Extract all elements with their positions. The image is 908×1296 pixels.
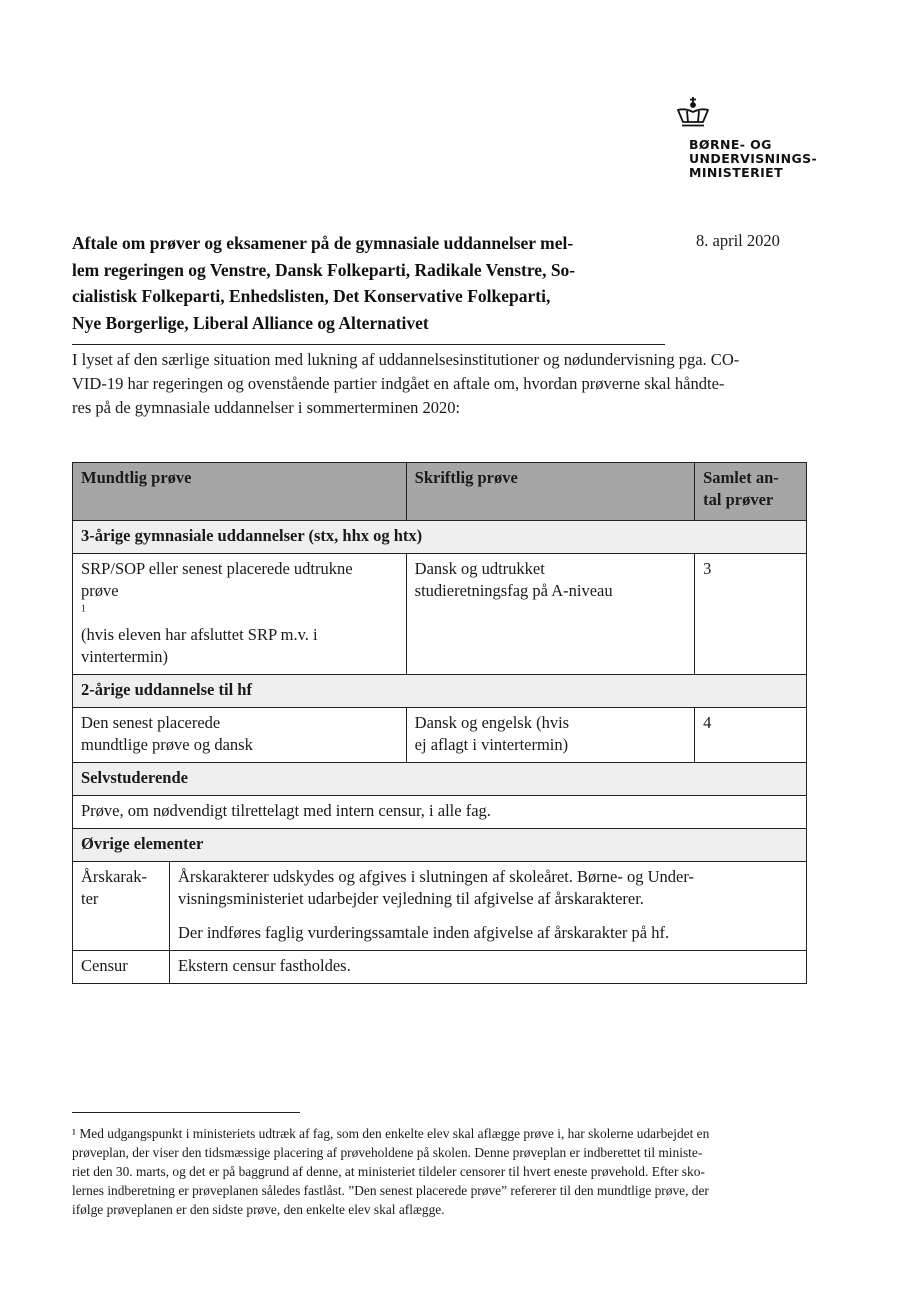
title-line: cialistisk Folkeparti, Enhedslisten, Det Konservative Folkeparti, xyxy=(72,286,551,306)
section-row xyxy=(73,675,807,708)
cell-text: (hvis eleven har afsluttet SRP m.v. i xyxy=(81,625,318,644)
header-total xyxy=(695,463,807,521)
document-date: 8. april 2020 xyxy=(696,231,780,250)
cell-line: Dansk og engelsk (hvis xyxy=(414,713,570,732)
cell-line: Årskarak- xyxy=(81,867,147,886)
header-oral: Mundtlig prøve xyxy=(73,463,407,521)
footnote xyxy=(72,1124,812,1219)
footnote-line: lernes indberetning er prøveplanen således fastlåst. ”Den senest placerede prøve” refererer til den mundtlige prøve, der xyxy=(72,1183,709,1198)
logo-line-3: MINISTERIET xyxy=(689,165,784,180)
element-label-cell: Censur xyxy=(73,951,170,984)
cell-line: Årskarakterer udskydes og afgives i slutningen af skoleåret. Børne- og Under- xyxy=(177,867,695,886)
section-title: 3-årige gymnasiale uddannelser (stx, hhx og htx) xyxy=(73,521,807,554)
footnote-line: prøveplan, der viser den tidsmæssige placering af prøveholdene på skolen. Denne prøveplan er indberettet til ministe- xyxy=(72,1145,703,1160)
cell-text: prøve xyxy=(81,581,119,600)
intro-line: I lyset af den særlige situation med lukning af uddannelsesinstitutioner og nødundervisning pga. CO- xyxy=(72,350,740,369)
section-title: Selvstuderende xyxy=(73,763,807,796)
section-row xyxy=(73,829,807,862)
cell-line: visningsministeriet udarbejder vejledning til afgivelse af årskarakterer. xyxy=(177,889,644,908)
intro-line: VID-19 har regeringen og ovenstående partier indgået en aftale om, hvordan prøverne skal håndte- xyxy=(72,374,725,393)
cell-line: Der indføres faglig vurderingssamtale inden afgivelse af årskarakter på hf. xyxy=(177,923,670,942)
cell-line xyxy=(81,580,398,646)
footnote-line: riet den 30. marts, og det er på baggrund af denne, at ministeriet tildeler censorer til hvert eneste prøvehold. Efter sko- xyxy=(72,1164,705,1179)
header-total-line: tal prøver xyxy=(703,490,774,509)
footnote-line: ifølge prøveplanen er den sidste prøve, den enkelte elev skal aflægge. xyxy=(72,1202,445,1217)
table-row xyxy=(73,554,807,675)
section-title: Øvrige elementer xyxy=(73,829,807,862)
element-text-cell: Ekstern censur fastholdes. xyxy=(169,951,806,984)
section-title: 2-årige uddannelse til hf xyxy=(73,675,807,708)
logo-line-2: UNDERVISNINGS- xyxy=(689,151,818,166)
exam-agreement-table xyxy=(72,462,807,984)
title-line: lem regeringen og Venstre, Dansk Folkeparti, Radikale Venstre, So- xyxy=(72,259,576,280)
written-exam-cell xyxy=(406,708,694,763)
cell-line: Den senest placerede xyxy=(81,713,221,732)
header-total-line: Samlet an- xyxy=(703,468,779,487)
crown-icon xyxy=(675,96,711,128)
ministry-logo xyxy=(672,96,842,180)
table-row xyxy=(73,862,807,951)
section-row xyxy=(73,521,807,554)
self-study-cell: Prøve, om nødvendigt tilrettelagt med intern censur, i alle fag. xyxy=(73,796,807,829)
cell-line: vintertermin) xyxy=(81,647,169,666)
title-line: Aftale om prøver og eksamener på de gymnasiale uddannelser mel- xyxy=(72,233,574,253)
oral-exam-cell xyxy=(73,708,407,763)
written-exam-cell xyxy=(406,554,694,675)
table-row xyxy=(73,796,807,829)
cell-line: SRP/SOP eller senest placerede udtrukne xyxy=(81,559,353,578)
cell-line: Dansk og udtrukket xyxy=(414,559,545,578)
table-row xyxy=(73,951,807,984)
cell-line: studieretningsfag på A-niveau xyxy=(414,581,613,600)
table-header-row xyxy=(73,463,807,521)
cell-line: ej aflagt i vintertermin) xyxy=(414,735,569,754)
footnote-line: ¹ Med udgangspunkt i ministeriets udtræk af fag, som den enkelte elev skal aflægge prøve i, har skolerne udarbejdet en xyxy=(72,1126,710,1141)
intro-paragraph xyxy=(72,348,812,420)
cell-line: ter xyxy=(81,889,99,908)
intro-line: res på de gymnasiale uddannelser i sommerterminen 2020: xyxy=(72,398,461,417)
footnote-ref: 1 xyxy=(81,603,86,615)
title-line: Nye Borgerlige, Liberal Alliance og Alternativet xyxy=(72,312,429,333)
logo-line-1: BØRNE- OG xyxy=(689,137,772,152)
header-written: Skriftlig prøve xyxy=(406,463,694,521)
element-text-cell xyxy=(169,862,806,951)
document-title xyxy=(72,230,672,336)
oral-exam-cell xyxy=(73,554,407,675)
cell-line: mundtlige prøve og dansk xyxy=(81,735,253,754)
section-row xyxy=(73,763,807,796)
table-row xyxy=(73,708,807,763)
title-divider xyxy=(72,344,665,345)
total-cell: 4 xyxy=(695,708,807,763)
element-label-cell xyxy=(73,862,170,951)
footnote-divider xyxy=(72,1112,300,1113)
total-cell: 3 xyxy=(695,554,807,675)
